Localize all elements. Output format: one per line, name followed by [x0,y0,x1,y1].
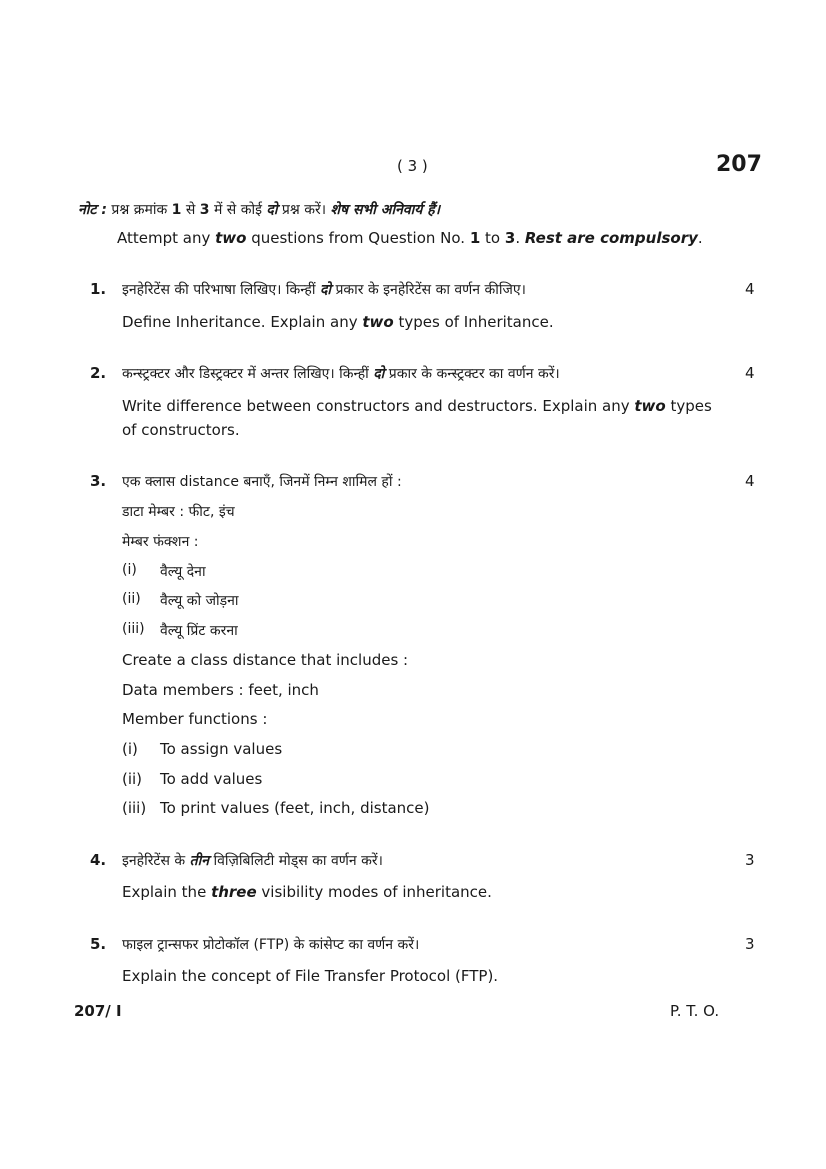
page-number: ( 3 ) [397,157,428,175]
question-2-english-line-1: Write difference between constructors and destructors. Explain any two types [122,397,712,415]
question-5-english: Explain the concept of File Transfer Protocol (FTP). [122,967,499,985]
list-item: वैल्यू प्रिंट करना [160,623,238,639]
note-english: Attempt any two questions from Question No. 1 to 3. Rest are compulsory. [117,229,703,247]
list-item-label: (i) [122,740,138,758]
question-number: 5. [90,935,107,953]
list-item-label: (iii) [122,799,147,817]
question-2-hindi: कन्स्ट्रक्टर और डिस्ट्रक्टर में अन्तर लिखिए। किन्हीं दो प्रकार के कन्स्ट्रक्टर का वर्णन करें। [122,366,560,382]
note-hindi: नोट : प्रश्न क्रमांक 1 से 3 में से कोई दो प्रश्न करें। शेष सभी अनिवार्य हैं। [78,202,441,218]
list-item: वैल्यू देना [160,564,206,580]
question-4-marks: 3 [745,851,755,869]
question-1-marks: 4 [745,280,755,298]
question-number: 3. [90,472,107,490]
question-4-english: Explain the three visibility modes of inheritance. [122,883,492,901]
question-3-english-data-members: Data members : feet, inch [122,681,319,699]
question-1-english: Define Inheritance. Explain any two types of Inheritance. [122,313,554,331]
question-4-hindi: इनहेरिटेंस के तीन विज़िबिलिटी मोड्स का वर्णन करें। [122,853,383,869]
question-3-hindi-member-functions: मेम्बर फंक्शन : [122,534,199,550]
list-item: To print values (feet, inch, distance) [160,799,430,817]
list-item: To assign values [160,740,283,758]
question-3-hindi-data-members: डाटा मेम्बर : फीट, इंच [122,504,235,520]
footer-code: 207/ I [74,1002,122,1020]
list-item: वैल्यू को जोड़ना [160,593,239,609]
question-number: 2. [90,364,107,382]
question-3-hindi-title: एक क्लास distance बनाएँ, जिनमें निम्न शामिल हों : [122,474,402,490]
question-3-marks: 4 [745,472,755,490]
question-number: 4. [90,851,107,869]
question-2-marks: 4 [745,364,755,382]
question-number: 1. [90,280,107,298]
question-5-marks: 3 [745,935,755,953]
question-2-english-line-2: of constructors. [122,421,240,439]
footer-pto: P. T. O. [670,1002,720,1020]
question-3-english-member-functions: Member functions : [122,710,268,728]
list-item-label: (iii) [122,621,145,637]
question-1-hindi: इनहेरिटेंस की परिभाषा लिखिए। किन्हीं दो प्रकार के इनहेरिटेंस का वर्णन कीजिए। [122,282,526,298]
question-3-english-title: Create a class distance that includes : [122,651,409,669]
question-5-hindi: फाइल ट्रान्सफर प्रोटोकॉल (FTP) के कांसेप्ट का वर्णन करें। [122,937,420,953]
list-item-label: (ii) [122,591,141,607]
paper-code: 207 [716,152,762,177]
list-item-label: (ii) [122,770,143,788]
list-item: To add values [160,770,263,788]
list-item-label: (i) [122,562,137,578]
